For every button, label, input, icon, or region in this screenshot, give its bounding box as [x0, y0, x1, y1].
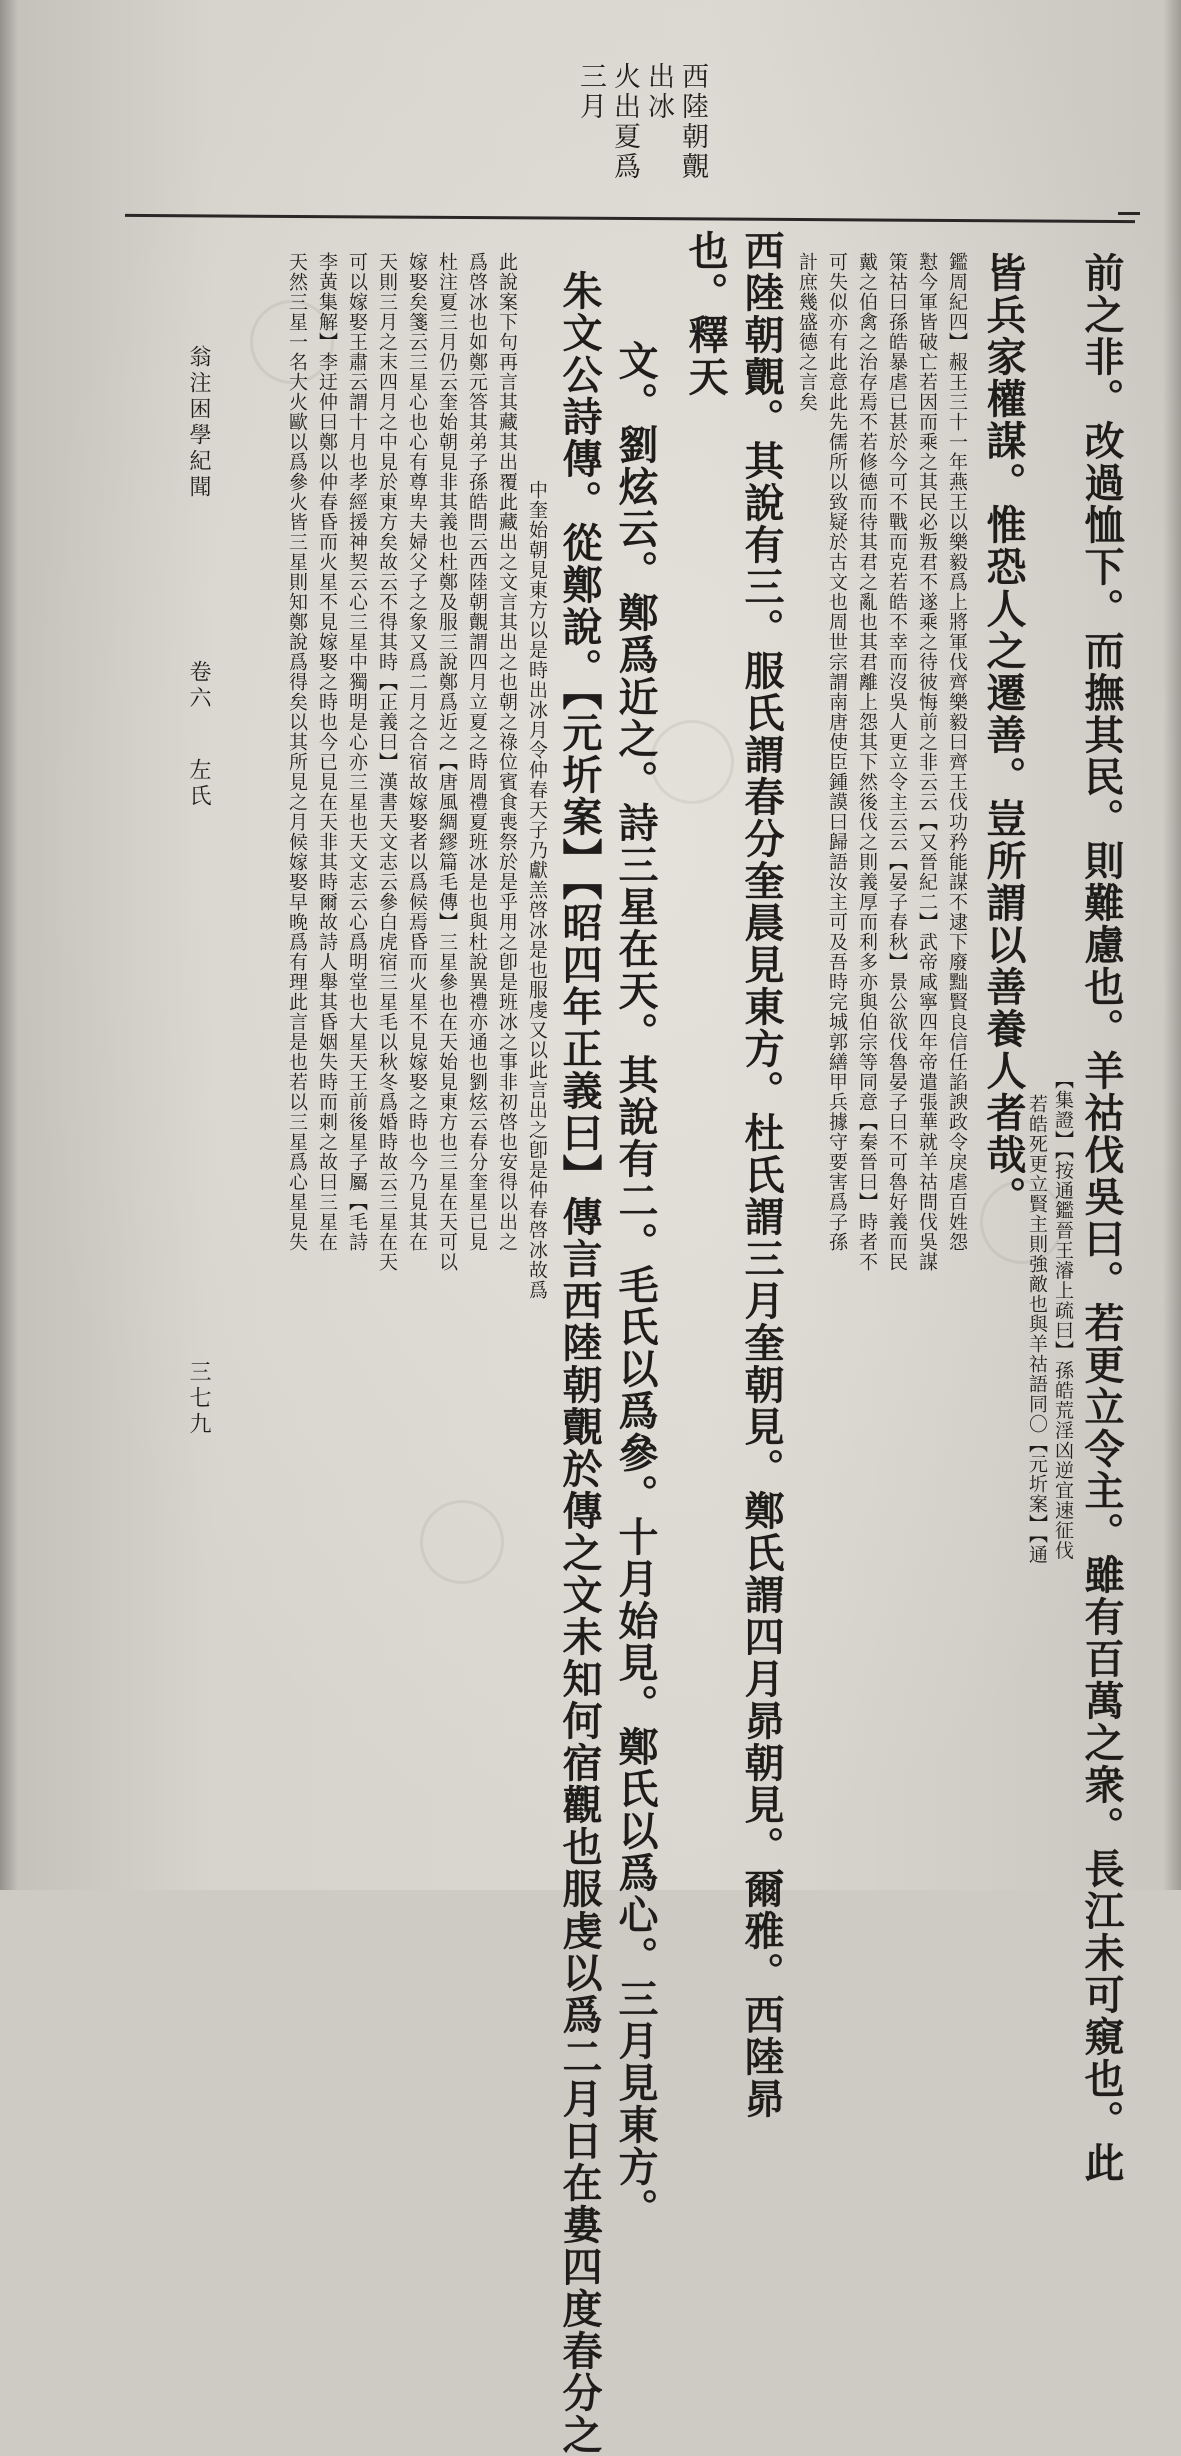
watermark-stamp [650, 720, 734, 804]
text-column: 也。釋天 [682, 230, 729, 398]
annotation-column: 天然三星一名大火歐以爲參火皆三星則知鄭說爲得矣以其所見之月候嫁娶早晚爲有理此言是也若以三星爲心星見失 [286, 252, 308, 1252]
annotation-column: 爲啓冰也如鄭元答其弟子孫皓問云西陸朝覿謂四月立夏之時周禮夏班冰是也與杜說異禮亦通也劉炫云春分奎星已見 [466, 252, 488, 1252]
annotation-column: 計庶幾盛德之言矣 [796, 252, 818, 412]
text-column: 前之非。改過恤下。而撫其民。則難慮也。羊祜伐吳曰。若更立令主。雖有百萬之衆。長江未可窺也。此 [1078, 252, 1125, 2184]
page-edge-shadow [0, 0, 18, 1890]
annotation-column: 【集證】【按通鑑晉王濬上疏曰】孫皓荒淫凶逆宜速征伐 [1052, 1070, 1074, 1561]
annotation-column: 可以嫁娶王肅云謂十月也孝經援神契云心三星中獨明是心亦三星也天文志云心爲明堂也大星天王前後星子屬【毛詩 [346, 252, 368, 1252]
annotation-column: 杜注夏三月仍云奎始朝見非其義也杜鄭及服三說鄭爲近之【唐風綢繆篇毛傳】三星參也在天始見東方也三星在天可以 [436, 252, 458, 1272]
annotation-column: 戴之伯禽之治存焉不若修德而待其君之亂也其君離上怨其下然後伐之則義厚而利多亦與伯宗等同意【秦晉曰】時者不 [856, 252, 878, 1272]
header-column: 出冰 [643, 62, 674, 122]
text-column: 西陸朝覿。其說有三。服氏謂春分奎晨見東方。杜氏謂三月奎朝見。鄭氏謂四月昴朝見。爾雅。西陸昴 [738, 230, 785, 2120]
annotation-column: 策祜曰孫皓暴虐已甚於今可不戰而克若皓不幸而沒吳人更立令主云云【晏子春秋】景公欲伐魯晏子曰不可魯好義而民 [886, 252, 908, 1272]
annotation-column: 鑑周紀四】赧王三十一年燕王以樂毅爲上將軍伐齊樂毅曰齊王伐功矜能謀不逮下廢黜賢良信任諂諛政令戾虐百姓怨 [946, 252, 968, 1252]
watermark-stamp [420, 1500, 504, 1584]
text-column: 皆兵家權謀。惟恐人之遷善。豈所謂以善養人者哉。 [980, 252, 1027, 1218]
annotation-column: 天則三月之末四月之中見於東方矣故云不得其時【正義曰】漢書天文志云參白虎宿三星毛以秋冬爲婚時故云三星在天 [376, 252, 398, 1272]
book-title: 翁注困學紀聞 [186, 345, 211, 501]
annotation-column: 此說案下句再言其藏其出覆此藏出之文言其出之也朝之祿位賓食喪祭於是乎用之卽是班冰之事非初啓也安得以出之 [496, 252, 518, 1252]
section-label: 左氏 [186, 758, 211, 810]
header-rule-tick [1118, 212, 1140, 215]
annotation-column: 可失似亦有此意此先儒所以致疑於古文也周世宗謂南唐使臣鍾謨曰歸語汝主可及吾時完城郭繕甲兵據守要害爲子孫 [826, 252, 848, 1252]
page-edge-shadow [1163, 0, 1181, 1890]
volume-label: 卷六 [186, 660, 211, 712]
page-number: 三七九 [186, 1360, 211, 1438]
header-column: 火出夏爲 [609, 62, 640, 182]
annotation-column: 嫁娶矣箋云三星心也心有尊卑夫婦父子之象又爲二月之合宿故嫁娶者以爲候焉昏而火星不見嫁娶之時也今乃見其在 [406, 252, 428, 1252]
text-column: 文。劉炫云。鄭爲近之。詩三星在天。其說有二。毛氏以爲參。十月始見。鄭氏以爲心。三月見東方。 [612, 340, 659, 2230]
text-column: 朱文公詩傳。從鄭說。【元圻案】【昭四年正義曰】傳言西陸朝覿於傳之文未知何宿觀也服虔以爲二月日在婁四度春分之 [556, 270, 603, 2456]
header-column: 西陸朝覿 [677, 62, 708, 182]
annotation-column: 李黃集解】李迂仲曰鄭以仲春昏而火星不見嫁娶之時也今已見在天非其時爾故詩人舉其昏姻失時而刺之故曰三星在 [316, 252, 338, 1252]
annotation-column: 中奎始朝見東方以是時出冰月令仲春天子乃獻羔啓冰是也服虔又以此言出之卽是仲春啓冰故爲 [526, 480, 548, 1300]
annotation-column: 懟今軍皆破亡若因而乘之其民必叛君不遂乘之待彼悔前之非云云【又晉紀二】武帝咸寧四年帝遣張華就羊祜問伐吳謀 [916, 252, 938, 1272]
annotation-column: 若皓死更立賢主則強敵也與羊祜語同〇【元圻案】【通 [1026, 1094, 1048, 1565]
header-rule [125, 214, 1135, 223]
header-column: 三月 [575, 62, 606, 122]
